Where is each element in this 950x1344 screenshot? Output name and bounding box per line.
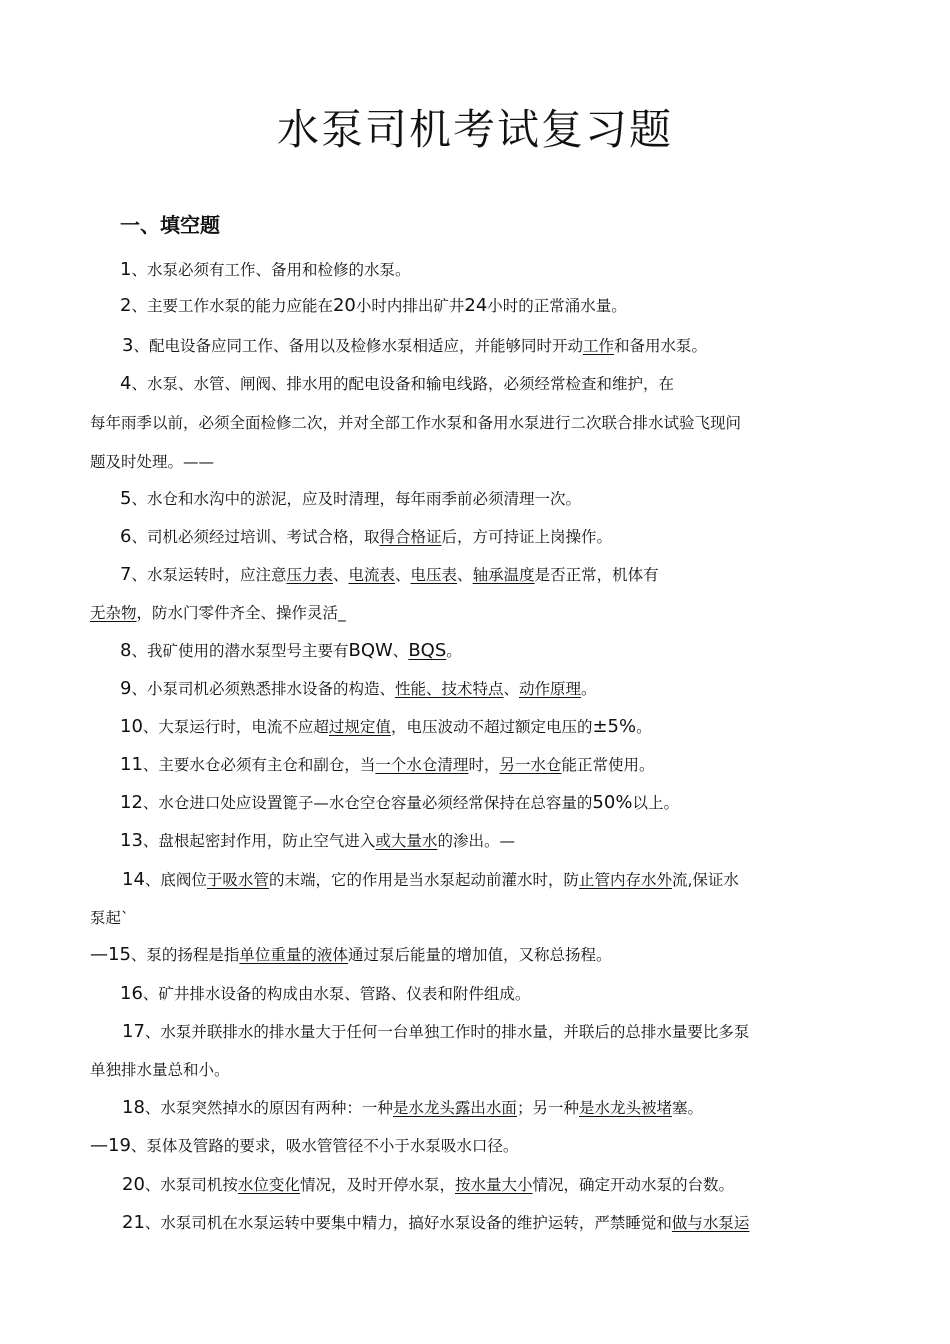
number-text: BQW <box>348 640 393 661</box>
text-line <box>120 637 462 665</box>
text-line <box>122 1171 734 1199</box>
text-span: 、 <box>332 566 349 584</box>
text-span: 的渗出。— <box>437 832 515 850</box>
text-span: 情况，及时开停水泵， <box>299 1176 455 1194</box>
text-line <box>120 256 410 284</box>
number-text: 18 <box>122 1097 145 1118</box>
text-span: 塞。 <box>671 1099 703 1117</box>
text-span: 和备用水泵。 <box>613 337 707 355</box>
text-span: ，电压波动不超过额定电压的 <box>390 718 593 736</box>
number-text: 7 <box>120 564 132 585</box>
number-text: 2 <box>120 295 132 316</box>
text-span: 、我矿使用的潜水泵型号主要有 <box>131 642 349 660</box>
text-span: 、底阀位 <box>144 871 207 889</box>
underlined-answer: 动作原理 <box>519 680 582 698</box>
underlined-answer: 工作 <box>582 337 614 355</box>
text-span: 能正常使用。 <box>561 756 655 774</box>
text-line <box>120 370 674 398</box>
number-text: 10 <box>120 716 143 737</box>
text-span: 通过泵后能量的增加值，又称总扬程。 <box>347 946 612 964</box>
text-line <box>120 713 652 741</box>
text-line <box>90 599 346 627</box>
underlined-answer: 止管内存水外 <box>578 871 672 889</box>
text-span: 泵起` <box>90 909 129 927</box>
text-span: 。 <box>636 718 652 736</box>
text-span: 、盘根起密封作用，防止空气进入 <box>142 832 376 850</box>
text-span: 、水泵、水管、闸阀、排水用的配电设备和输电线路，必须经常检查和维护，在 <box>131 375 674 393</box>
number-text: 24 <box>464 295 488 316</box>
text-span: 、水仓和水沟中的淤泥，应及时清理，每年雨季前必须清理一次。 <box>131 490 581 508</box>
text-line <box>120 523 612 551</box>
number-text: 6 <box>120 526 132 547</box>
number-text: 12 <box>120 792 143 813</box>
text-line <box>90 1132 518 1160</box>
underlined-answer: 按水量大小 <box>454 1176 533 1194</box>
underlined-answer: 或大量水 <box>375 832 438 850</box>
text-span: 、主要工作水泵的能力应能在 <box>131 297 333 315</box>
text-span: 、 <box>503 680 519 698</box>
text-line <box>120 675 597 703</box>
text-span: 以上。 <box>632 794 679 812</box>
text-span: 、 <box>392 642 409 660</box>
text-line <box>120 292 627 320</box>
underlined-answer: 做与水泵运 <box>671 1214 750 1232</box>
text-line <box>90 1056 230 1084</box>
text-span: 小时的正常涌水量。 <box>487 297 627 315</box>
number-text: 20 <box>122 1174 145 1195</box>
text-span: 题及时处理。—— <box>90 453 215 471</box>
number-text: 14 <box>122 869 145 890</box>
underlined-answer: 电流表 <box>348 566 396 584</box>
text-line <box>120 561 659 589</box>
text-line <box>122 332 707 360</box>
underlined-answer: 电压表 <box>410 566 458 584</box>
text-span: 的末端，它的作用是当水泵起动前灌水时，防 <box>268 871 579 889</box>
text-span: 、 <box>457 566 473 584</box>
text-span: 每年雨季以前，必须全面检修二次，并对全部工作水泵和备用水泵进行二次联合排水试验飞现问 <box>90 414 742 432</box>
text-span: 、大泵运行时，电流不应超 <box>142 718 329 736</box>
text-span: 、水泵司机在水泵运转中要集中精力，搞好水泵设备的维护运转，严禁睡觉和 <box>144 1214 672 1232</box>
text-line <box>90 941 611 969</box>
text-line <box>120 980 530 1008</box>
number-text: 1 <box>120 259 132 280</box>
text-span: ；另一种 <box>516 1099 579 1117</box>
text-span: 、水泵司机按 <box>144 1176 238 1194</box>
number-text: 21 <box>122 1212 145 1233</box>
text-span: 。 <box>446 642 462 660</box>
number-text: —19 <box>90 1135 131 1156</box>
text-line <box>90 904 129 932</box>
number-text: —15 <box>90 944 131 965</box>
text-line <box>90 409 741 437</box>
text-line <box>120 789 679 817</box>
text-span: 、泵体及管路的要求，吸水管管径不小于水泵吸水口径。 <box>130 1137 519 1155</box>
number-text: 50% <box>592 792 633 813</box>
text-span: 、小泵司机必须熟悉排水设备的构造、 <box>131 680 395 698</box>
text-span: 、水仓进口处应设置篦子—水仓空仓容量必须经常保持在总容量的 <box>142 794 593 812</box>
underlined-answer: 于吸水管 <box>206 871 269 889</box>
text-line <box>120 827 515 855</box>
text-span: 、泵的扬程是指 <box>130 946 240 964</box>
text-line <box>122 1209 749 1237</box>
underlined-answer: 单位重量的液体 <box>239 946 348 964</box>
text-span: 、水泵突然掉水的原因有两种：一种 <box>144 1099 393 1117</box>
underlined-answer: 轴承温度 <box>472 566 535 584</box>
text-span: 、水泵必须有工作、备用和检修的水泵。 <box>131 261 411 279</box>
number-text: 17 <box>122 1021 145 1042</box>
underlined-answer: 压力表 <box>286 566 333 584</box>
number-text: ±5% <box>592 716 637 737</box>
text-span: 时， <box>468 756 500 774</box>
section-heading: 一、填空题 <box>120 213 220 237</box>
text-line <box>122 1094 703 1122</box>
underlined-answer: 得合格证 <box>379 528 442 546</box>
text-line <box>120 485 581 513</box>
number-text: 20 <box>332 295 356 316</box>
number-text: 11 <box>120 754 143 775</box>
underlined-answer: 水位变化 <box>237 1176 300 1194</box>
text-span: 后，方可持证上岗操作。 <box>441 528 612 546</box>
underlined-answer: BQS <box>408 640 447 661</box>
number-text: 9 <box>120 678 132 699</box>
number-text: 5 <box>120 488 132 509</box>
text-span: 情况，确定开动水泵的台数。 <box>532 1176 734 1194</box>
text-line <box>120 751 654 779</box>
underlined-answer: 无杂物 <box>90 604 137 622</box>
underlined-answer: 一个水仓清理 <box>375 756 469 774</box>
text-span: ，防水门零件齐全、操作灵活_ <box>136 604 346 622</box>
text-span: 、 <box>395 566 411 584</box>
text-span: 、主要水仓必须有主仓和副仓，当 <box>142 756 376 774</box>
number-text: 4 <box>120 373 132 394</box>
number-text: 16 <box>120 983 143 1004</box>
text-span: 小时内排出矿井 <box>355 297 465 315</box>
number-text: 3 <box>122 335 134 356</box>
text-span: 、水泵并联排水的排水量大于任何一台单独工作时的排水量，并联后的总排水量要比多泵 <box>144 1023 750 1041</box>
text-span: 。 <box>581 680 597 698</box>
underlined-answer: 是水龙头露出水面 <box>392 1099 517 1117</box>
text-line <box>122 866 739 894</box>
underlined-answer: 过规定值 <box>328 718 391 736</box>
text-span: 、司机必须经过培训、考试合格，取 <box>131 528 380 546</box>
text-span: 、配电设备应同工作、备用以及检修水泵相适应，并能够同时开动 <box>133 337 583 355</box>
text-span: 单独排水量总和小。 <box>90 1061 230 1079</box>
underlined-answer: 另一水仓 <box>499 756 562 774</box>
text-span: 流,保证水 <box>671 871 739 889</box>
number-text: 8 <box>120 640 132 661</box>
number-text: 13 <box>120 830 143 851</box>
underlined-answer: 是水龙头被堵 <box>578 1099 672 1117</box>
text-span: 、矿井排水设备的构成由水泵、管路、仪表和附件组成。 <box>142 985 531 1003</box>
text-span: 是否正常，机体有 <box>534 566 659 584</box>
text-line <box>90 448 214 476</box>
text-line <box>122 1018 749 1046</box>
text-span: 、水泵运转时，应注意 <box>131 566 287 584</box>
underlined-answer: 性能、技术特点 <box>394 680 504 698</box>
document-title: 水泵司机考试复习题 <box>276 105 673 154</box>
